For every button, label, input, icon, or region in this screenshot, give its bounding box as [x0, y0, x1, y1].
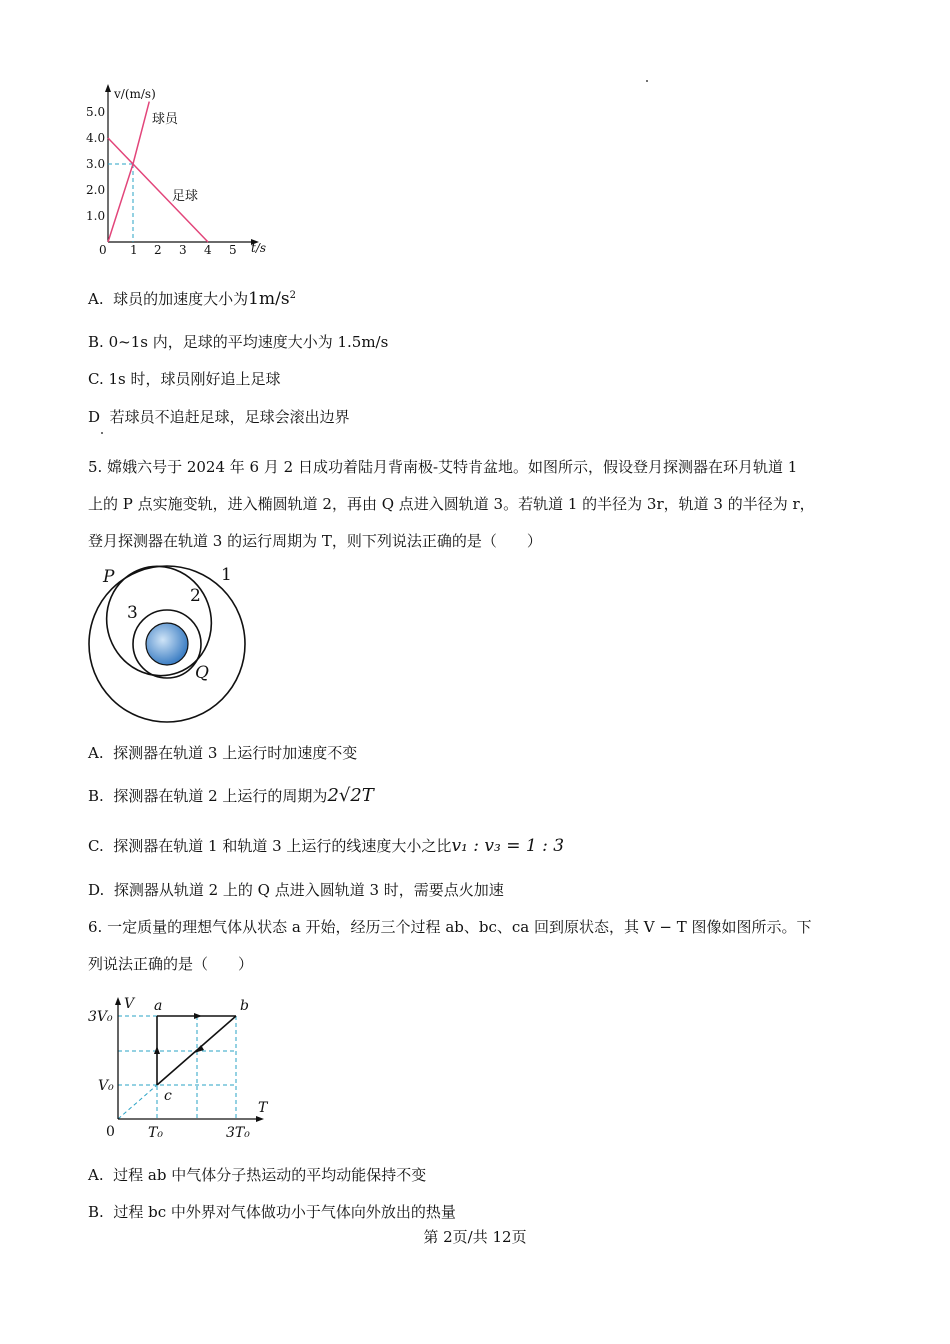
- orbit-diagram: [84, 560, 254, 730]
- state-b-label: b: [240, 998, 249, 1014]
- y-tick-label: 1.0: [86, 209, 106, 223]
- arrow-ca: [154, 1046, 160, 1054]
- orbit-1-label: 1: [221, 565, 232, 585]
- q5-option-c: C. 探测器在轨道 1 和轨道 3 上运行的线速度大小之比v₁ : v₃ = 1 : 3: [88, 836, 565, 856]
- q5-option-a: A. 探测器在轨道 3 上运行时加速度不变: [88, 744, 358, 762]
- x-tick-label: 3: [179, 243, 187, 257]
- y-axis-label: v/(m/s): [114, 87, 156, 101]
- tick-3t0: 3T₀: [226, 1125, 250, 1141]
- series-label-ball: 足球: [172, 189, 199, 204]
- x-tick-label: 4: [204, 243, 212, 257]
- q6-option-b: B. 过程 bc 中外界对气体做功小于气体向外放出的热量: [88, 1203, 456, 1221]
- origin-label: 0: [99, 243, 107, 257]
- state-a-label: a: [154, 998, 163, 1014]
- y-tick-label: 4.0: [86, 131, 106, 145]
- q5-stem-line1: 5. 嫦娥六号于 2024 年 6 月 2 日成功着陆月背南极-艾特肯盆地。如图所示，假设登月探测器在环月轨道 1: [88, 458, 798, 476]
- extension-line: [118, 1085, 157, 1119]
- y-tick-label: 3.0: [86, 157, 106, 171]
- q4-option-b: B. 0~1s 内，足球的平均速度大小为 1.5m/s: [88, 333, 389, 351]
- tick-v0: V₀: [98, 1078, 114, 1094]
- q4-option-d: D 若球员不追赶足球，足球会滚出边界: [88, 408, 350, 426]
- x-axis-arrow: [256, 1116, 264, 1122]
- x-tick-label: 2: [154, 243, 162, 257]
- q6-option-a: A. 过程 ab 中气体分子热运动的平均动能保持不变: [88, 1166, 427, 1184]
- moon: [146, 623, 188, 665]
- x-tick-label: 1: [130, 243, 138, 257]
- series-line-player: [108, 102, 149, 242]
- q6-stem-line1: 6. 一定质量的理想气体从状态 a 开始，经历三个过程 ab、bc、ca 回到原状态，其 V − T 图像如图所示。下: [88, 918, 812, 936]
- q5-stem-line2: 上的 P 点实施变轨，进入椭圆轨道 2，再由 Q 点进入圆轨道 3。若轨道 1 的半径为 3r，轨道 3 的半径为 r，: [88, 495, 815, 513]
- axis-t-label: T: [258, 1100, 268, 1116]
- x-tick-label: 5: [229, 243, 237, 257]
- orbit-3-label: 3: [127, 603, 138, 623]
- arrow-ab: [194, 1013, 202, 1019]
- point-p-label: P: [103, 567, 115, 587]
- orbit-2-label: 2: [190, 586, 201, 606]
- axis-v-label: V: [124, 996, 135, 1012]
- tick-3v0: 3V₀: [88, 1009, 113, 1025]
- q5-stem-line3: 登月探测器在轨道 3 的运行周期为 T，则下列说法正确的是（ ）: [88, 532, 542, 550]
- point-q-label: Q: [195, 663, 209, 683]
- vt-graph: [80, 80, 280, 270]
- vt-state-graph: [84, 994, 274, 1146]
- y-tick-label: 5.0: [86, 105, 106, 119]
- origin-label: 0: [106, 1124, 115, 1140]
- x-axis-label: t/s: [251, 241, 267, 255]
- q4-option-a: A. 球员的加速度大小为$1m/s^2$: [88, 289, 296, 309]
- y-axis-arrow: [115, 997, 121, 1005]
- y-tick-label: 2.0: [86, 183, 106, 197]
- q6-stem-line2: 列说法正确的是（ ）: [88, 955, 254, 973]
- q4-option-c: C. 1s 时，球员刚好追上足球: [88, 370, 281, 388]
- y-axis-arrow: [105, 84, 111, 92]
- state-c-label: c: [164, 1088, 172, 1104]
- q5-option-b: B. 探测器在轨道 2 上运行的周期为2√2T: [88, 785, 374, 806]
- page-footer: 第 2页/共 12页: [423, 1228, 527, 1246]
- q5-option-d: D. 探测器从轨道 2 上的 Q 点进入圆轨道 3 时，需要点火加速: [88, 881, 504, 899]
- series-label-player: 球员: [152, 112, 179, 127]
- tick-t0: T₀: [148, 1125, 163, 1141]
